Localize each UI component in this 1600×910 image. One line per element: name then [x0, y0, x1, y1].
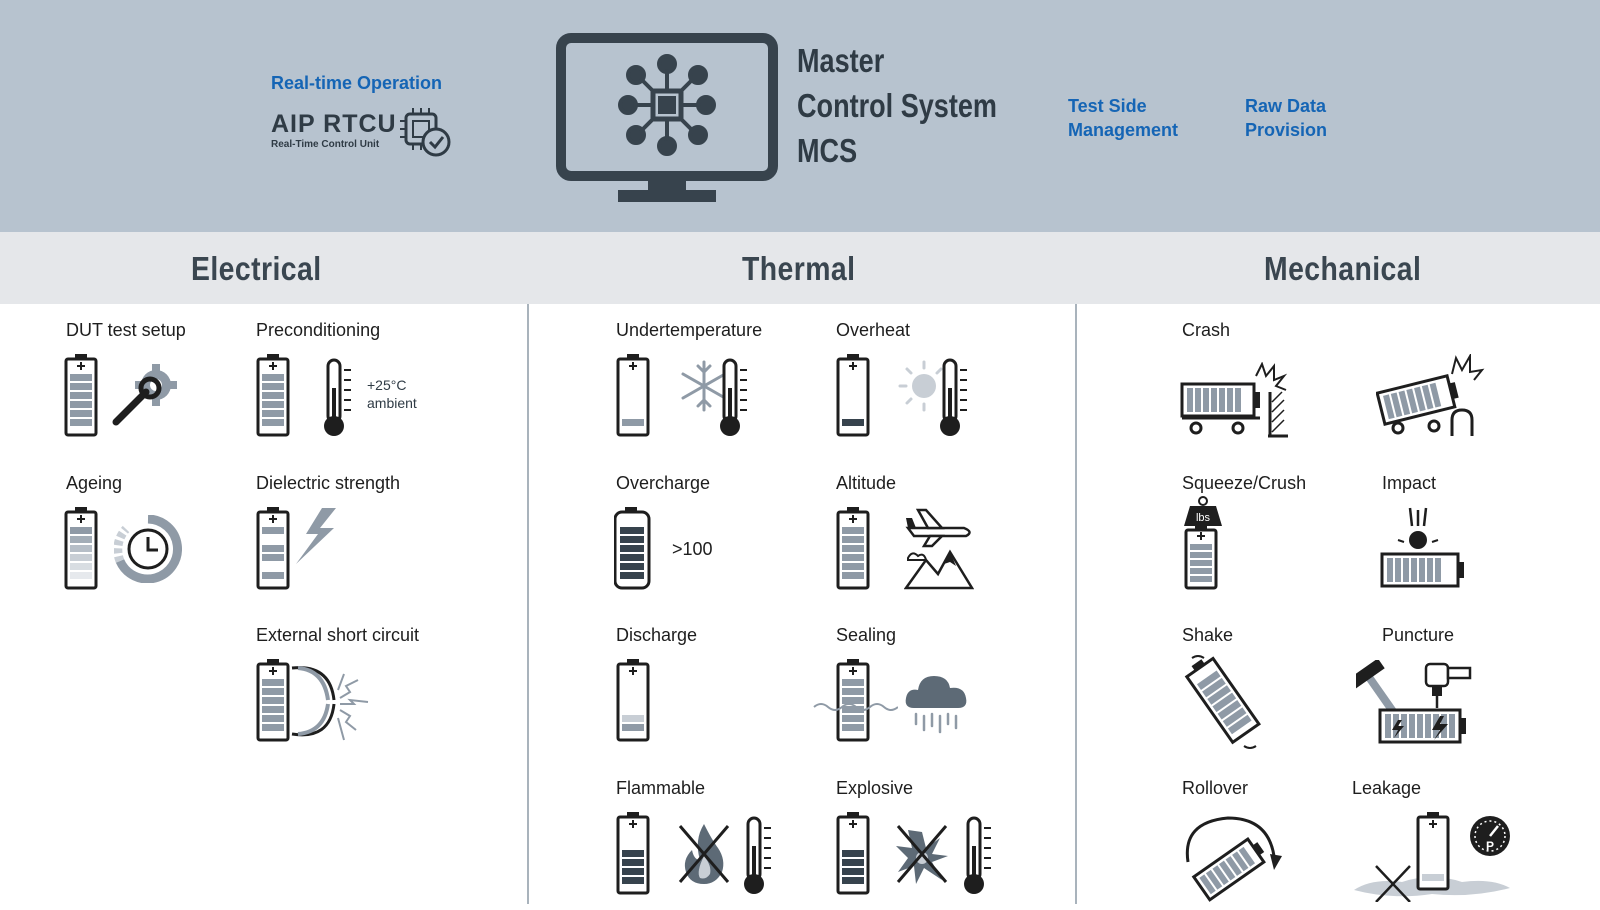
test-label-explosive: Explosive: [836, 778, 914, 798]
gauge-label: P: [1485, 839, 1495, 853]
raw-data-line2: Provision: [1245, 120, 1328, 140]
section-mechanical: Mechanical: [1264, 250, 1422, 287]
battery-icon: [616, 812, 656, 896]
test-label-altitude: Altitude: [836, 473, 897, 493]
test-label-squeeze: Squeeze/Crush: [1182, 473, 1307, 493]
battery-icon: [64, 507, 104, 591]
rain-cloud-icon: [902, 668, 972, 738]
test-label-preconditioning: Preconditioning: [256, 320, 381, 340]
section-thermal: Thermal: [742, 250, 856, 287]
impact-ball-icon: [1380, 506, 1470, 592]
battery-icon: [616, 354, 656, 438]
crash-wagon-icon: [1180, 362, 1290, 438]
divider-electrical-thermal: [527, 304, 529, 904]
test-label-impact: Impact: [1382, 473, 1437, 493]
battery-icon: [836, 354, 876, 438]
thermometer-icon: [960, 816, 996, 898]
crossed-fire-icon: [676, 820, 732, 886]
lightning-icon: [292, 506, 340, 566]
test-label-rollover: Rollover: [1182, 778, 1249, 798]
test-label-sealing: Sealing: [836, 625, 897, 645]
test-label-undertemperature: Undertemperature: [616, 320, 763, 340]
rtcu-subtitle: Real-Time Control Unit: [271, 139, 380, 150]
test-side-management: [1068, 94, 1178, 142]
precond-annotation: [367, 376, 417, 412]
overcharge-value: >100: [672, 539, 713, 559]
thermometer-icon: [716, 358, 752, 440]
thermometer-icon: [936, 358, 972, 440]
battery-icon: [614, 507, 654, 591]
crossed-explosion-icon: [894, 822, 950, 886]
weight-icon: [1182, 496, 1224, 592]
test-label-dielectric: Dielectric strength: [256, 473, 401, 493]
thermometer-icon: [740, 816, 776, 898]
section-electrical: Electrical: [191, 250, 322, 287]
test-label-ageing: Ageing: [66, 473, 123, 493]
test-label-overcharge: Overcharge: [616, 473, 711, 493]
mountains-icon: [904, 548, 974, 590]
test-side-line1: Test Side: [1068, 96, 1147, 116]
chip-check-icon: [400, 108, 454, 158]
test-label-discharge: Discharge: [616, 625, 698, 645]
hammer-drill-icon: [1356, 660, 1482, 746]
monitor-icon: [556, 33, 778, 203]
battery-icon: [1184, 652, 1268, 752]
test-label-overheat: Overheat: [836, 320, 911, 340]
test-label-dut: DUT test setup: [66, 320, 186, 340]
short-circuit-icon: [290, 660, 374, 750]
clock-icon: [114, 515, 182, 583]
battery-icon: [256, 354, 296, 438]
test-label-leakage: Leakage: [1352, 778, 1422, 798]
test-label-flammable: Flammable: [616, 778, 706, 798]
crash-wagon-icon: [1376, 354, 1486, 438]
precond-ambient: ambient: [367, 395, 417, 411]
weight-label: lbs: [1195, 512, 1211, 524]
test-label-short-circuit: External short circuit: [256, 625, 420, 645]
battery-icon: [64, 354, 104, 438]
battery-icon: [836, 812, 876, 896]
divider-thermal-mechanical: [1075, 304, 1077, 904]
raw-data-provision: [1245, 94, 1327, 142]
airplane-icon: [904, 508, 976, 548]
gear-wrench-icon: [112, 360, 184, 430]
battery-icon: [616, 659, 656, 743]
battery-icon: [256, 507, 296, 591]
test-label-puncture: Puncture: [1382, 625, 1455, 645]
battery-icon: [836, 507, 876, 591]
mcs-title-line3: MCS: [797, 132, 858, 169]
raw-data-line1: Raw Data: [1245, 96, 1327, 116]
water-waves-icon: [812, 700, 898, 714]
test-label-crash: Crash: [1182, 320, 1231, 340]
pressure-gauge-icon: [1352, 812, 1512, 902]
mcs-title-line2: Control System: [797, 87, 997, 124]
test-label-shake: Shake: [1182, 625, 1234, 645]
test-side-line2: Management: [1068, 120, 1179, 140]
thermometer-icon: [320, 358, 356, 440]
rollover-icon: [1178, 812, 1288, 904]
rtcu-name: AIP RTCU: [271, 110, 397, 138]
precond-temperature: +25°C: [367, 377, 407, 393]
realtime-operation-label: Real-time Operation: [271, 73, 443, 93]
mcs-title-line1: Master: [797, 42, 885, 79]
